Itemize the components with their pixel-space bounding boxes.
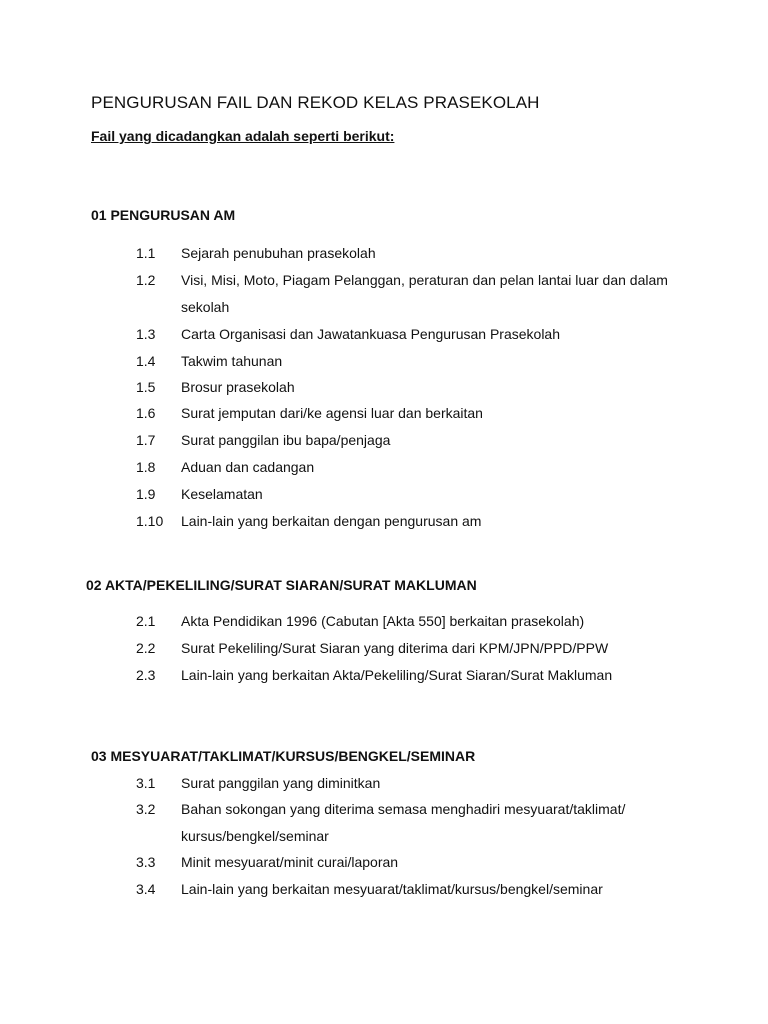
item-number: 3.3 — [136, 854, 156, 870]
document-title: PENGURUSAN FAIL DAN REKOD KELAS PRASEKOLAH — [91, 93, 540, 112]
item-number: 1.9 — [136, 486, 156, 502]
item-text: Carta Organisasi dan Jawatankuasa Pengurusan Prasekolah — [181, 326, 561, 342]
item-number: 1.10 — [136, 513, 164, 529]
item-number: 1.1 — [136, 245, 156, 261]
item-text: Bahan sokongan yang diterima semasa menghadiri mesyuarat/taklimat/ kursus/bengkel/seminar — [181, 801, 626, 844]
section-heading-akta-pekeliling: 02 AKTA/PEKELILING/SURAT SIARAN/SURAT MAKLUMAN — [86, 577, 477, 593]
item-text: Keselamatan — [181, 486, 263, 502]
item-text: Lain-lain yang berkaitan dengan pengurusan am — [181, 513, 482, 529]
item-text: Surat Pekeliling/Surat Siaran yang diterima dari KPM/JPN/PPD/PPW — [181, 640, 609, 656]
item-text: Lain-lain yang berkaitan mesyuarat/taklimat/kursus/bengkel/seminar — [181, 881, 603, 897]
item-text: Takwim tahunan — [181, 353, 283, 369]
item-text: Akta Pendidikan 1996 (Cabutan [Akta 550] berkaitan prasekolah) — [181, 613, 585, 629]
item-number: 2.3 — [136, 667, 156, 683]
item-number: 1.5 — [136, 379, 156, 395]
item-number: 1.7 — [136, 432, 156, 448]
item-number: 3.4 — [136, 881, 156, 897]
section-heading-mesyuarat: 03 MESYUARAT/TAKLIMAT/KURSUS/BENGKEL/SEMINAR — [91, 748, 476, 764]
item-text: Visi, Misi, Moto, Piagam Pelanggan, peraturan dan pelan lantai luar dan dalam sekolah — [181, 272, 668, 315]
item-number: 1.2 — [136, 272, 156, 288]
item-number: 1.8 — [136, 459, 156, 475]
document-subtitle: Fail yang dicadangkan adalah seperti berikut: — [91, 128, 395, 144]
item-text: Brosur prasekolah — [181, 379, 295, 395]
item-text: Surat panggilan yang diminitkan — [181, 775, 381, 791]
section-heading-pengurusan-am: 01 PENGURUSAN AM — [91, 207, 236, 223]
item-text: Lain-lain yang berkaitan Akta/Pekeliling/Surat Siaran/Surat Makluman — [181, 667, 613, 683]
item-number: 1.6 — [136, 405, 156, 421]
item-number: 3.1 — [136, 775, 156, 791]
item-text: Sejarah penubuhan prasekolah — [181, 245, 376, 261]
item-text: Surat jemputan dari/ke agensi luar dan berkaitan — [181, 405, 483, 421]
item-number: 1.3 — [136, 326, 156, 342]
item-number: 1.4 — [136, 353, 156, 369]
item-text: Aduan dan cadangan — [181, 459, 315, 475]
item-text: Minit mesyuarat/minit curai/laporan — [181, 854, 399, 870]
item-number: 3.2 — [136, 801, 156, 817]
item-text: Surat panggilan ibu bapa/penjaga — [181, 432, 391, 448]
item-number: 2.1 — [136, 613, 156, 629]
item-number: 2.2 — [136, 640, 156, 656]
